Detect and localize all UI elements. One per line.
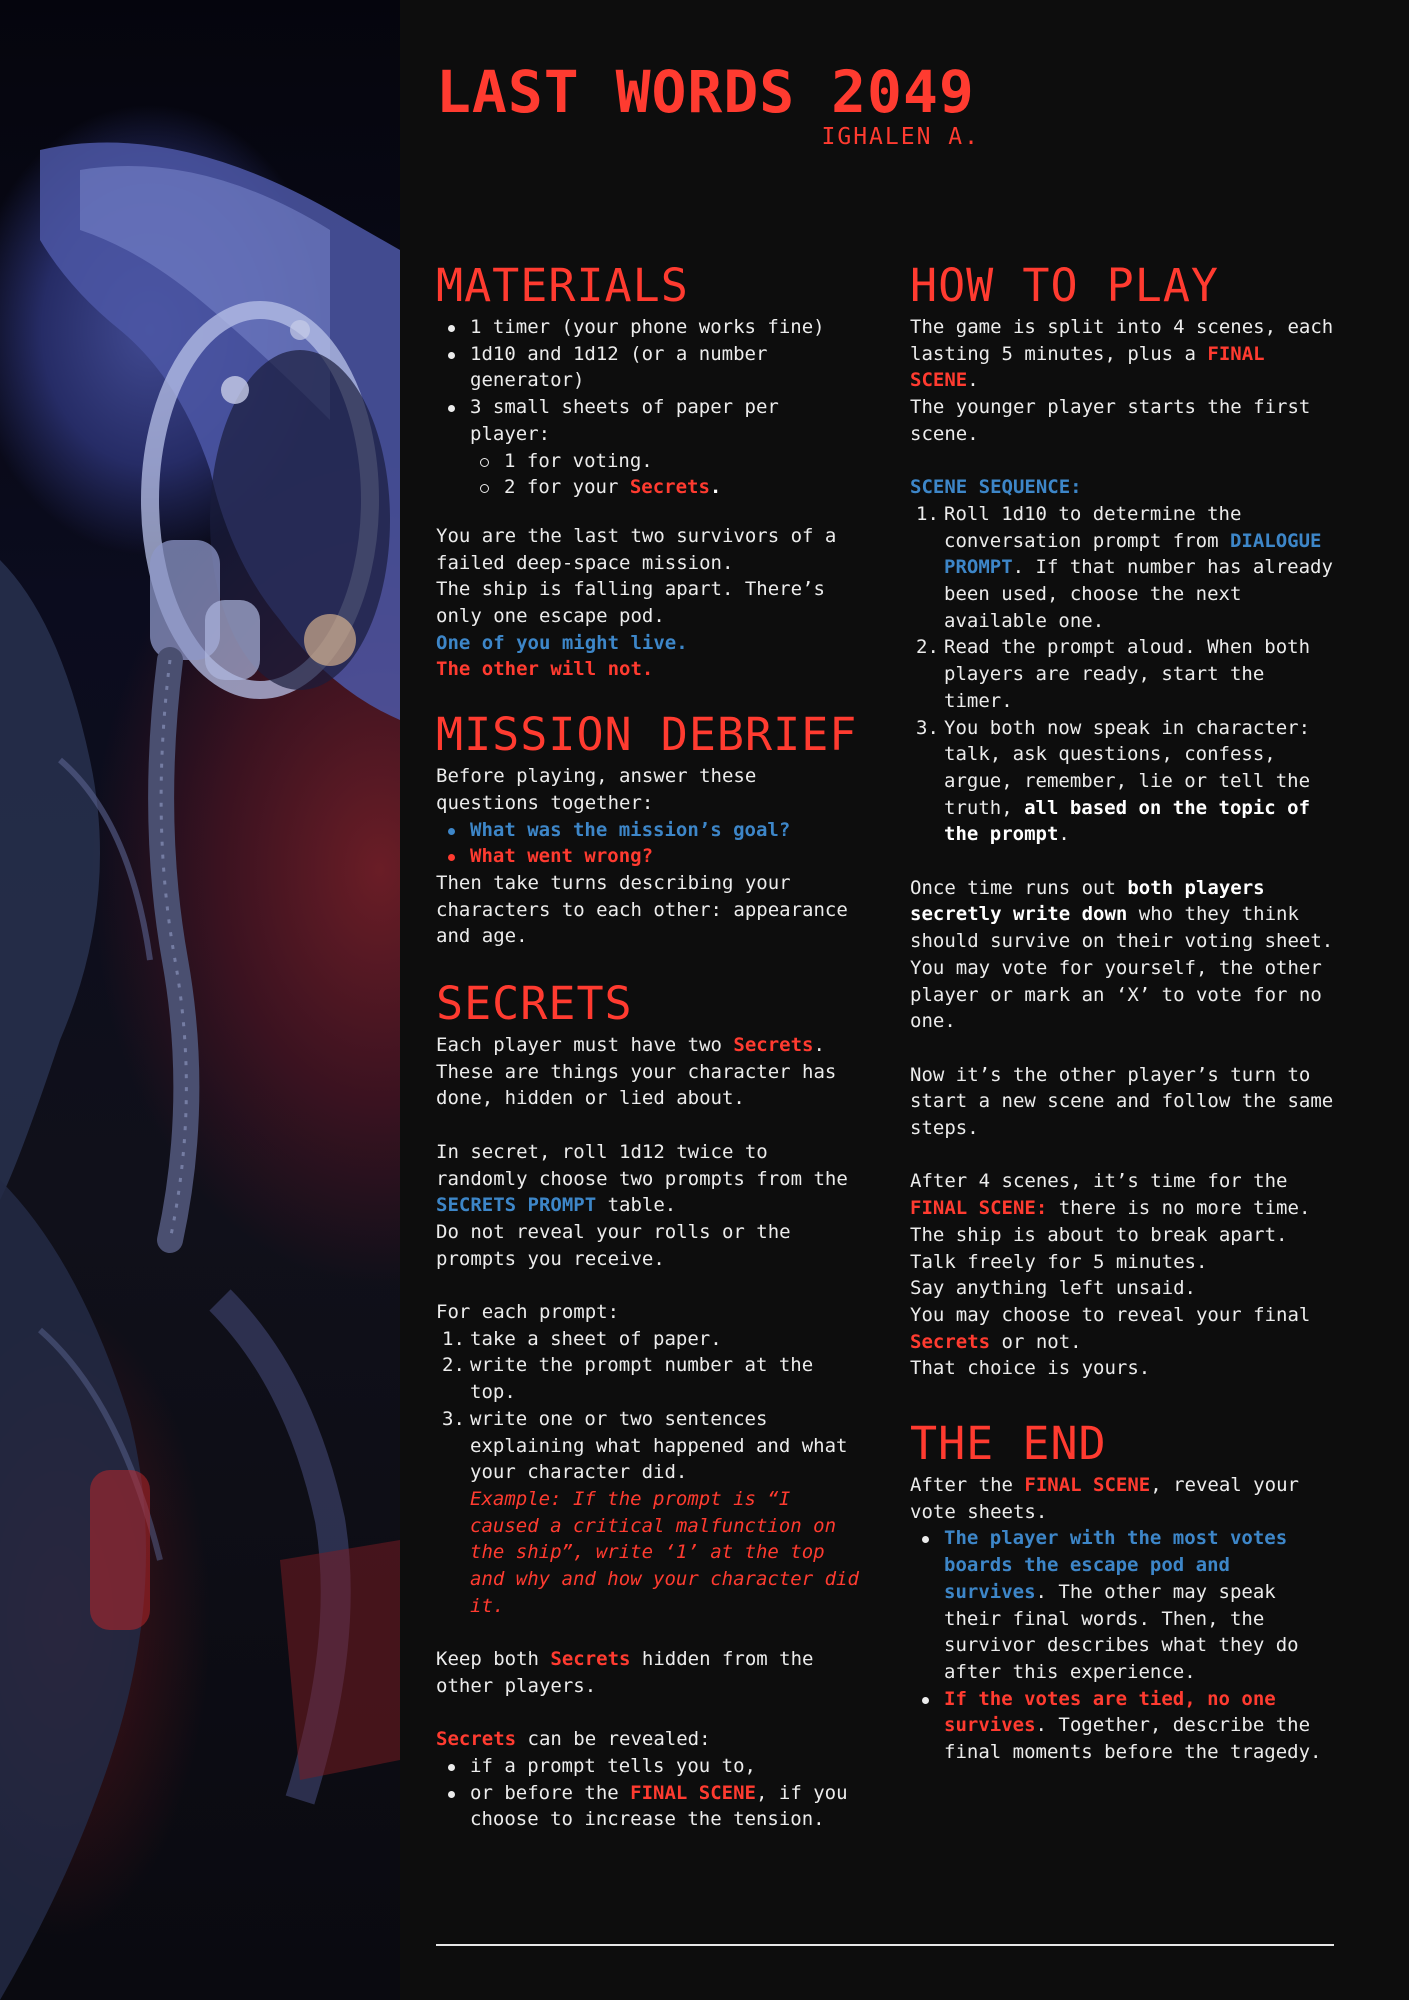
question-what-went-wrong: What went wrong?: [436, 843, 866, 870]
text: . The other may speak their final words. Then, the survivor describes what they do after this experience.: [944, 1580, 1299, 1683]
final-scene-keyword: FINAL SCENE:: [910, 1197, 1048, 1220]
final-scene-keyword: FINAL SCENE: [630, 1781, 756, 1804]
mission-debrief-heading: MISSION DEBRIEF: [436, 708, 858, 762]
example-text: Example: If the prompt is “I caused a critical malfunction on the ship”, write ‘1’ at the top and why and how your character did it.: [470, 1487, 859, 1617]
secrets-prompt-table-ref: SECRETS PROMPT: [436, 1194, 597, 1217]
secrets-keyword: Secrets: [436, 1728, 517, 1751]
text: who they think should survive on their voting sheet.: [910, 903, 1334, 953]
intro-highlight: One of you might live.: [436, 631, 688, 654]
bottom-divider: [436, 1944, 1334, 1946]
author-name: IGHALEN A.: [821, 124, 980, 150]
scene-sequence-label: SCENE SEQUENCE:: [910, 476, 1082, 499]
list-item-text: 2 for your: [504, 476, 630, 499]
text: Keep both: [436, 1648, 551, 1671]
paragraph: [436, 1032, 866, 1059]
paragraph: Talk freely for 5 minutes.: [910, 1250, 1208, 1273]
paragraph: The ship is about to break apart.: [910, 1223, 1288, 1246]
text: or not.: [990, 1330, 1082, 1353]
paragraph: The younger player starts the first scene.: [910, 396, 1311, 445]
paragraph: [910, 1472, 1340, 1525]
prompt-steps: [436, 1326, 866, 1620]
intro-text: You are the last two survivors of a failed deep-space mission.: [436, 524, 837, 574]
materials-section: [436, 258, 866, 683]
text: . Together, describe the final moments before the tragedy.: [944, 1714, 1322, 1764]
scene-steps: [910, 501, 1340, 848]
question-mission-goal: What was the mission’s goal?: [436, 817, 866, 844]
debrief-questions: [436, 817, 866, 870]
list-item: 1 for voting.: [470, 448, 866, 475]
secrets-heading: SECRETS: [436, 977, 633, 1031]
materials-list: [436, 314, 866, 501]
intro-text: The ship is falling apart. There’s only one escape pod.: [436, 578, 825, 628]
text: , reveal your vote sheets.: [910, 1474, 1299, 1523]
text: Each player must have two: [436, 1034, 734, 1057]
list-item: [436, 394, 866, 501]
text: hidden from the other players.: [436, 1648, 814, 1697]
rules-content: [436, 0, 1336, 2000]
text: .: [967, 369, 979, 392]
paragraph: Do not reveal your rolls or the prompts you receive.: [436, 1220, 791, 1270]
how-to-play-section: [910, 258, 1340, 1382]
step-text: You both now speak in character: talk, ask questions, confess, argue, remember, lie or tell the truth,: [944, 716, 1311, 819]
debrief-outro: Then take turns describing your characters to each other: appearance and age.: [436, 871, 848, 948]
text: The game is split into 4 scenes, each lasting 5 minutes, plus a: [910, 316, 1334, 365]
paragraph: [910, 1168, 1340, 1221]
list-item: 1. Roll 1d10 to determine the conversation prompt from DIALOGUE PROMPT. If that number has already been used, choose the next available one.: [916, 502, 1333, 632]
debrief-intro: Before playing, answer these questions together:: [436, 765, 757, 814]
list-item: [436, 1780, 866, 1833]
text: there is no more time.: [1047, 1197, 1311, 1220]
paragraph: [436, 1646, 866, 1699]
secrets-keyword: Secrets: [629, 476, 710, 499]
the-end-section: [910, 1416, 1340, 1766]
period: .: [709, 476, 722, 499]
paragraph: [910, 1302, 1340, 1355]
intro-highlight: The other will not.: [436, 658, 654, 681]
secrets-section: [436, 976, 866, 1833]
text: or before the: [470, 1781, 631, 1804]
reveal-conditions: [436, 1753, 866, 1833]
text: can be revealed:: [516, 1728, 711, 1751]
list-item: [910, 1525, 1340, 1685]
paper-sublist: [470, 448, 866, 501]
step-text: Roll 1d10 to determine the conversation prompt from: [944, 502, 1242, 552]
text: table.: [596, 1194, 677, 1217]
list-item: if a prompt tells you to,: [436, 1753, 866, 1780]
step-text: take a sheet of paper.: [470, 1327, 722, 1350]
text: , if you choose to increase the tension.: [470, 1781, 848, 1831]
paragraph: [910, 875, 1340, 955]
list-item: 1d10 and 1d12 (or a number generator): [436, 341, 866, 394]
ending-outcomes: [910, 1525, 1340, 1765]
list-item: 1. take a sheet of paper.: [442, 1327, 722, 1350]
list-item: 2. write the prompt number at the top.: [442, 1354, 814, 1404]
paragraph: You may vote for yourself, the other player or mark an ‘X’ to vote for no one.: [910, 956, 1322, 1033]
the-end-heading: THE END: [910, 1417, 1107, 1471]
tie-outcome: If the votes are tied, no one survives: [944, 1687, 1276, 1737]
right-column: [910, 258, 1340, 1766]
step-text: write the prompt number at the top.: [470, 1354, 814, 1404]
text: After the: [910, 1474, 1025, 1497]
materials-heading: MATERIALS: [436, 259, 689, 312]
paragraph: That choice is yours.: [910, 1357, 1151, 1380]
emphasis: all based on the topic of the prompt: [944, 796, 1311, 846]
survivor-outcome: The player with the most votes boards the escape pod and survives: [944, 1527, 1288, 1603]
paragraph: Say anything left unsaid.: [910, 1277, 1196, 1300]
paragraph: [436, 1139, 866, 1219]
astronaut-photo: [0, 0, 400, 2000]
secrets-keyword: Secrets: [550, 1648, 631, 1671]
dialogue-prompt-ref: DIALOGUE PROMPT: [944, 529, 1322, 579]
left-column: [436, 258, 866, 1833]
how-to-play-heading: HOW TO PLAY: [910, 259, 1220, 312]
final-scene-keyword: FINAL SCENE: [910, 342, 1265, 392]
step-text: .: [1058, 823, 1070, 846]
list-item: 3. write one or two sentences explaining what happened and what your character did. Example: If the prompt is “I caused a critical malfunction on the ship”, write ‘1’ at the top and why and how your character did it.: [436, 1406, 866, 1620]
final-scene-keyword: FINAL SCENE: [1024, 1474, 1151, 1497]
text: In secret, roll 1d12 twice to randomly choose two prompts from the: [436, 1140, 848, 1190]
mission-debrief-section: [436, 707, 866, 950]
step-text: . If that number has already been used, choose the next available one.: [944, 556, 1333, 632]
emphasis: both players secretly write down: [910, 876, 1265, 926]
text: Once time runs out: [910, 876, 1128, 899]
list-item: [910, 1686, 1340, 1766]
text: After 4 scenes, it’s time for the: [910, 1170, 1288, 1193]
step-text: write one or two sentences explaining what happened and what your character did.: [470, 1407, 848, 1484]
text: .: [813, 1034, 825, 1057]
paragraph: For each prompt:: [436, 1301, 620, 1324]
text: You may choose to reveal your final: [910, 1303, 1311, 1326]
list-item: 2. Read the prompt aloud. When both players are ready, start the timer.: [916, 636, 1311, 712]
game-title: LAST WORDS 2049: [436, 58, 975, 126]
list-item: 1 timer (your phone works fine): [436, 314, 866, 341]
secrets-keyword: Secrets: [733, 1034, 814, 1057]
paragraph: [910, 314, 1340, 394]
paragraph: Now it’s the other player’s turn to start a new scene and follow the same steps.: [910, 1063, 1334, 1140]
list-item: [470, 474, 866, 501]
paragraph: [436, 1726, 866, 1753]
step-text: Read the prompt aloud. When both players are ready, start the timer.: [944, 636, 1311, 712]
list-item: 3. You both now speak in character: talk, ask questions, confess, argue, remember, lie or tell the truth, all based on the topic of the prompt.: [916, 716, 1311, 846]
list-item-text: 3 small sheets of paper per player:: [470, 396, 779, 445]
astronaut-illustration: [0, 0, 400, 2000]
secrets-keyword: Secrets: [910, 1330, 991, 1353]
paragraph: These are things your character has done, hidden or lied about.: [436, 1060, 837, 1110]
